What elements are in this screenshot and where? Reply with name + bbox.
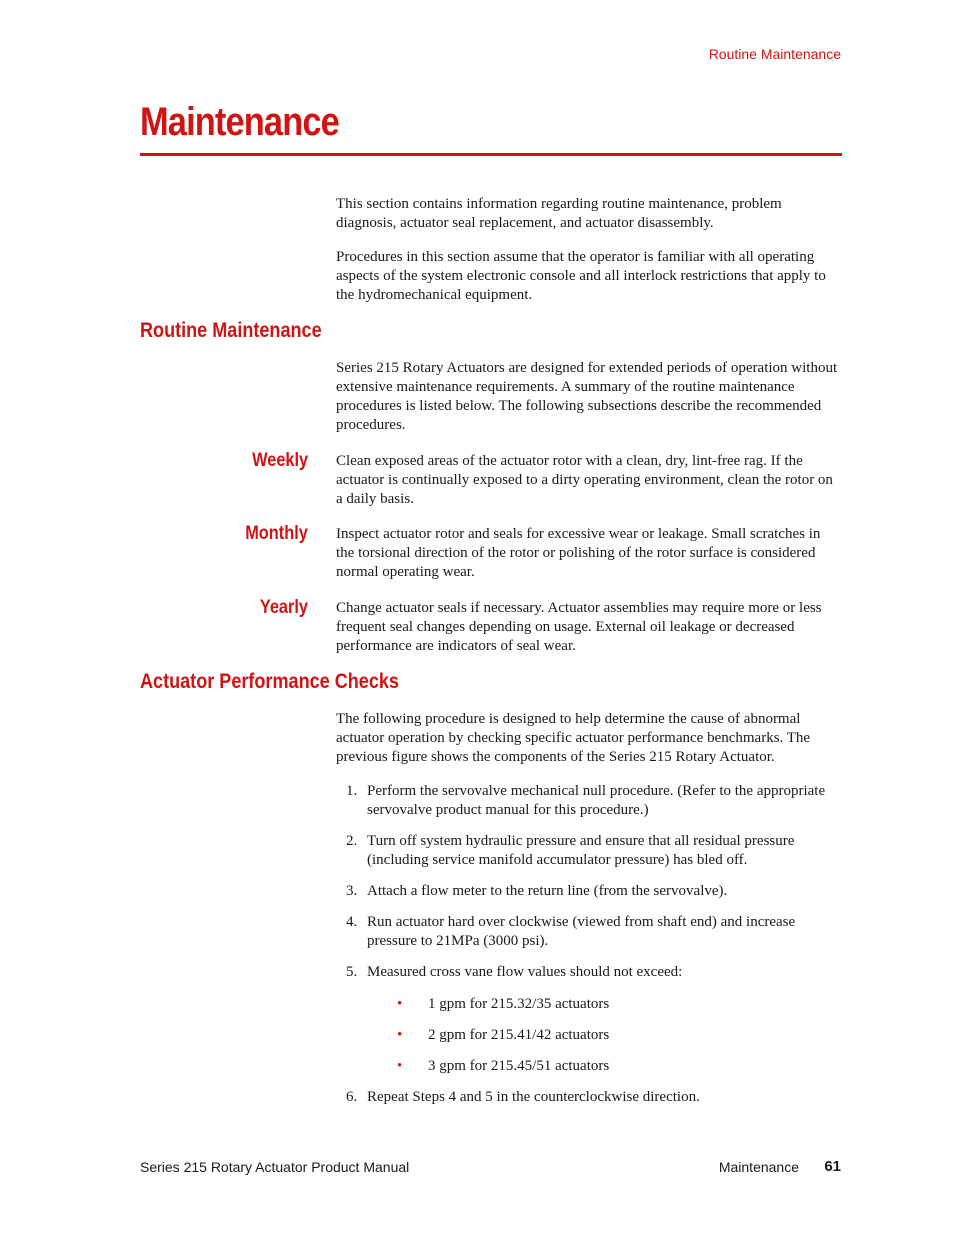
routine-intro-paragraph: Series 215 Rotary Actuators are designed for extended periods of operation without extensive maintenance requirements. A summary of the routine maintenance procedures is listed below. The following subsections describe the recommended procedures. [336, 360, 838, 433]
bullet-icon: • [397, 1058, 403, 1074]
step-number: 2. [346, 833, 358, 849]
footer-chapter-name: Maintenance [718, 1159, 799, 1175]
subheading-monthly: Monthly [245, 523, 308, 544]
section-heading-actuator-performance-checks: Actuator Performance Checks [140, 670, 399, 693]
step-number: 6. [346, 1089, 358, 1105]
weekly-paragraph: Clean exposed areas of the actuator rotor with a clean, dry, lint-free rag. If the actuator is continually exposed to a dirty operating environment, clean the rotor on a daily basis. [336, 453, 833, 507]
yearly-paragraph: Change actuator seals if necessary. Actuator assemblies may require more or less frequent seal changes depending on usage. External oil leakage or decreased performance are indicators of seal wear. [336, 600, 822, 654]
flow-limits-list [367, 995, 842, 1076]
step-text: Measured cross vane flow values should not exceed: [367, 964, 683, 980]
step-text: Attach a flow meter to the return line (from the servovalve). [367, 883, 728, 899]
step-number: 3. [346, 883, 358, 899]
running-head: Routine Maintenance [708, 46, 841, 62]
flow-limit-text: 2 gpm for 215.41/42 actuators [428, 1027, 610, 1043]
checks-intro-paragraph: The following procedure is designed to help determine the cause of abnormal actuator operation by checking specific actuator performance benchmarks. The previous figure shows the components of the Series 215 Rotary Actuator. [336, 711, 811, 765]
procedure-step [336, 832, 842, 870]
procedure-steps-list [336, 782, 842, 1107]
flow-limit-item [367, 1057, 842, 1076]
bullet-icon: • [397, 996, 403, 1012]
step-number: 5. [346, 964, 358, 980]
procedure-step [336, 782, 842, 820]
step-text: Repeat Steps 4 and 5 in the counterclockwise direction. [367, 1089, 700, 1105]
subheading-weekly: Weekly [251, 450, 308, 471]
bullet-icon: • [397, 1027, 403, 1043]
title-rule [140, 153, 842, 156]
procedure-step [336, 963, 842, 1076]
footer-page-number: 61 [824, 1158, 841, 1175]
step-text: Turn off system hydraulic pressure and ensure that all residual pressure (including service manifold accumulator pressure) has bled off. [367, 833, 795, 868]
flow-limit-item [367, 995, 842, 1014]
procedure-step [336, 882, 842, 901]
step-number: 1. [346, 783, 358, 799]
flow-limit-text: 3 gpm for 215.45/51 actuators [428, 1058, 610, 1074]
step-text: Perform the servovalve mechanical null procedure. (Refer to the appropriate servovalve product manual for this procedure.) [367, 783, 826, 818]
step-text: Run actuator hard over clockwise (viewed from shaft end) and increase pressure to 21MPa (3000 psi). [367, 914, 796, 949]
intro-paragraph-2: Procedures in this section assume that the operator is familiar with all operating aspects of the system electronic console and all interlock restrictions that apply to the hydromechanical equipment. [336, 249, 826, 303]
flow-limit-text: 1 gpm for 215.32/35 actuators [428, 996, 610, 1012]
section-heading-routine-maintenance: Routine Maintenance [140, 319, 322, 342]
subheading-yearly: Yearly [259, 597, 308, 618]
monthly-paragraph: Inspect actuator rotor and seals for excessive wear or leakage. Small scratches in the torsional direction of the rotor or polishing of the rotor surface is considered normal operating wear. [336, 526, 821, 580]
flow-limit-item [367, 1026, 842, 1045]
intro-paragraph-1: This section contains information regarding routine maintenance, problem diagnosis, actuator seal replacement, and actuator disassembly. [336, 196, 782, 231]
procedure-step [336, 1088, 842, 1107]
chapter-title: Maintenance [140, 100, 339, 144]
step-number: 4. [346, 914, 358, 930]
footer-manual-title: Series 215 Rotary Actuator Product Manual [140, 1159, 410, 1175]
procedure-step [336, 913, 842, 951]
